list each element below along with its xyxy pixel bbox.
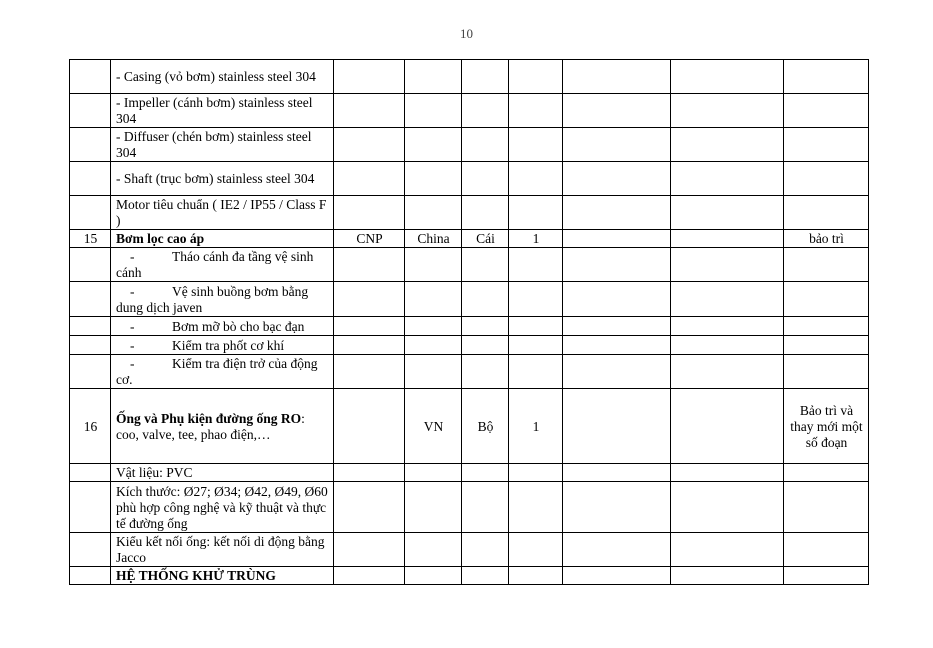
description-text: - Impeller (cánh bơm) stainless steel 304 (116, 95, 313, 126)
note-cell (784, 336, 869, 355)
origin-cell (405, 282, 462, 317)
origin-cell (405, 196, 462, 230)
quantity-cell (509, 533, 563, 567)
brand-cell (334, 567, 405, 585)
origin-cell (405, 128, 462, 162)
note-cell (784, 128, 869, 162)
brand-cell (334, 482, 405, 533)
unit-price-cell (563, 389, 671, 464)
row-number-cell (70, 567, 111, 585)
description-cell (111, 464, 334, 482)
unit-price-cell (563, 282, 671, 317)
quantity-cell (509, 317, 563, 336)
brand-cell (334, 60, 405, 94)
description-cell (111, 317, 334, 336)
total-price-cell (671, 94, 784, 128)
unit-cell (462, 196, 509, 230)
note-cell (784, 533, 869, 567)
description-cell (111, 282, 334, 317)
total-price-cell (671, 230, 784, 248)
brand-cell (334, 282, 405, 317)
total-price-cell (671, 464, 784, 482)
row-number-cell (70, 128, 111, 162)
description-cell (111, 248, 334, 282)
description-cell (111, 567, 334, 585)
total-price-cell (671, 196, 784, 230)
brand-cell (334, 94, 405, 128)
table-row (70, 230, 869, 248)
description-text: Bơm mỡ bò cho bạc đạn (172, 318, 305, 334)
description-text: - Shaft (trục bơm) stainless steel 304 (116, 171, 315, 186)
description-cell (111, 196, 334, 230)
description-cell (111, 482, 334, 533)
quantity-cell (509, 196, 563, 230)
unit-cell (462, 567, 509, 585)
origin-cell (405, 317, 462, 336)
origin-cell: China (405, 230, 462, 248)
description-text: - Casing (vỏ bơm) stainless steel 304 (116, 69, 316, 84)
description-cell (111, 128, 334, 162)
unit-price-cell (563, 336, 671, 355)
row-number-cell (70, 355, 111, 389)
total-price-cell (671, 567, 784, 585)
description-cell (111, 389, 334, 464)
quantity-cell (509, 162, 563, 196)
list-dash: - (130, 249, 135, 264)
unit-cell (462, 282, 509, 317)
origin-cell (405, 482, 462, 533)
total-price-cell (671, 336, 784, 355)
origin-cell (405, 567, 462, 585)
unit-cell: Bộ (462, 389, 509, 464)
note-cell (784, 355, 869, 389)
quantity-cell (509, 355, 563, 389)
total-price-cell (671, 355, 784, 389)
unit-cell (462, 317, 509, 336)
description-text: : coo, valve, tee, phao điện,… (116, 410, 305, 442)
quantity-cell (509, 248, 563, 282)
brand-cell (334, 355, 405, 389)
description-cell (111, 355, 334, 389)
quantity-cell: 1 (509, 230, 563, 248)
table-row (70, 464, 869, 482)
unit-cell (462, 128, 509, 162)
unit-price-cell (563, 355, 671, 389)
note-cell (784, 567, 869, 585)
total-price-cell (671, 248, 784, 282)
row-number-cell: 16 (70, 389, 111, 464)
table-row (70, 128, 869, 162)
unit-cell (462, 60, 509, 94)
unit-cell (462, 355, 509, 389)
total-price-cell (671, 128, 784, 162)
unit-price-cell (563, 317, 671, 336)
row-number-cell (70, 317, 111, 336)
origin-cell: VN (405, 389, 462, 464)
description-text: Bơm lọc cao áp (116, 231, 205, 246)
brand-cell: CNP (334, 230, 405, 248)
table-row (70, 482, 869, 533)
table-row (70, 336, 869, 355)
brand-cell (334, 317, 405, 336)
description-text: - Diffuser (chén bơm) stainless steel 304 (116, 129, 312, 160)
total-price-cell (671, 317, 784, 336)
description-text: Kiểm tra điện trở của động cơ. (116, 356, 318, 387)
origin-cell (405, 336, 462, 355)
note-cell (784, 94, 869, 128)
quantity-cell (509, 567, 563, 585)
table-row (70, 567, 869, 585)
unit-cell (462, 162, 509, 196)
list-dash: - (130, 356, 135, 371)
description-cell (111, 533, 334, 567)
table-row (70, 533, 869, 567)
quantity-cell (509, 336, 563, 355)
unit-price-cell (563, 248, 671, 282)
description-cell (111, 230, 334, 248)
unit-price-cell (563, 567, 671, 585)
table-row (70, 317, 869, 336)
unit-price-cell (563, 196, 671, 230)
brand-cell (334, 533, 405, 567)
row-number-cell (70, 60, 111, 94)
unit-cell (462, 533, 509, 567)
description-text: Motor tiêu chuẩn ( IE2 / IP55 / Class F ) (116, 197, 327, 228)
note-cell: bảo trì (784, 230, 869, 248)
description-cell (111, 94, 334, 128)
unit-price-cell (563, 533, 671, 567)
description-text: Tháo cánh đa tầng vệ sinh cánh (116, 249, 314, 280)
description-text: Kiểm tra phốt cơ khí (172, 337, 285, 353)
total-price-cell (671, 162, 784, 196)
list-dash: - (130, 318, 135, 334)
row-number-cell (70, 533, 111, 567)
brand-cell (334, 248, 405, 282)
quantity-cell (509, 128, 563, 162)
note-cell (784, 282, 869, 317)
quantity-cell: 1 (509, 389, 563, 464)
quantity-cell (509, 94, 563, 128)
total-price-cell (671, 282, 784, 317)
brand-cell (334, 128, 405, 162)
total-price-cell (671, 389, 784, 464)
list-dash: - (130, 283, 135, 299)
note-cell (784, 248, 869, 282)
row-number-cell: 15 (70, 230, 111, 248)
total-price-cell (671, 482, 784, 533)
row-number-cell (70, 282, 111, 317)
brand-cell (334, 162, 405, 196)
brand-cell (334, 464, 405, 482)
note-cell (784, 317, 869, 336)
row-number-cell (70, 464, 111, 482)
unit-cell (462, 482, 509, 533)
description-text: Kích thước: Ø27; Ø34; Ø42, Ø49, Ø60 phù hợp công nghệ và kỹ thuật và thực tế đường ống (116, 483, 328, 531)
row-number-cell (70, 196, 111, 230)
unit-price-cell (563, 464, 671, 482)
description-title: Ống và Phụ kiện đường ống RO (116, 410, 302, 426)
table-row (70, 355, 869, 389)
total-price-cell (671, 60, 784, 94)
origin-cell (405, 533, 462, 567)
origin-cell (405, 355, 462, 389)
origin-cell (405, 162, 462, 196)
note-cell: Bảo trì và thay mới một số đoạn (784, 389, 869, 464)
list-dash: - (130, 337, 135, 353)
origin-cell (405, 94, 462, 128)
description-text: HỆ THỐNG KHỬ TRÙNG (116, 568, 276, 583)
table-row (70, 60, 869, 94)
note-cell (784, 162, 869, 196)
table-body (70, 60, 869, 585)
row-number-cell (70, 336, 111, 355)
unit-cell (462, 464, 509, 482)
description-text: Vật liệu: PVC (116, 465, 193, 480)
quantity-cell (509, 282, 563, 317)
quantity-cell (509, 464, 563, 482)
brand-cell (334, 336, 405, 355)
unit-price-cell (563, 230, 671, 248)
unit-cell (462, 94, 509, 128)
table-row (70, 248, 869, 282)
table-row (70, 94, 869, 128)
total-price-cell (671, 533, 784, 567)
note-cell (784, 482, 869, 533)
unit-price-cell (563, 60, 671, 94)
brand-cell (334, 196, 405, 230)
origin-cell (405, 464, 462, 482)
unit-price-cell (563, 162, 671, 196)
unit-cell: Cái (462, 230, 509, 248)
origin-cell (405, 60, 462, 94)
table-row (70, 162, 869, 196)
row-number-cell (70, 94, 111, 128)
unit-cell (462, 336, 509, 355)
row-number-cell (70, 162, 111, 196)
unit-cell (462, 248, 509, 282)
unit-price-cell (563, 482, 671, 533)
brand-cell (334, 389, 405, 464)
table-row (70, 282, 869, 317)
page-number: 10 (460, 26, 473, 41)
quantity-cell (509, 482, 563, 533)
row-number-cell (70, 482, 111, 533)
table-row (70, 389, 869, 464)
quantity-cell (509, 60, 563, 94)
origin-cell (405, 248, 462, 282)
table-row (70, 196, 869, 230)
description-cell (111, 162, 334, 196)
unit-price-cell (563, 128, 671, 162)
row-number-cell (70, 248, 111, 282)
note-cell (784, 60, 869, 94)
description-text: Vệ sinh buồng bơm bằng dung dịch javen (116, 283, 309, 315)
unit-price-cell (563, 94, 671, 128)
description-cell (111, 336, 334, 355)
equipment-spec-table (69, 59, 869, 585)
note-cell (784, 196, 869, 230)
description-cell (111, 60, 334, 94)
description-text: Kiểu kết nối ống: kết nối di động bằng Jacco (116, 534, 325, 565)
note-cell (784, 464, 869, 482)
